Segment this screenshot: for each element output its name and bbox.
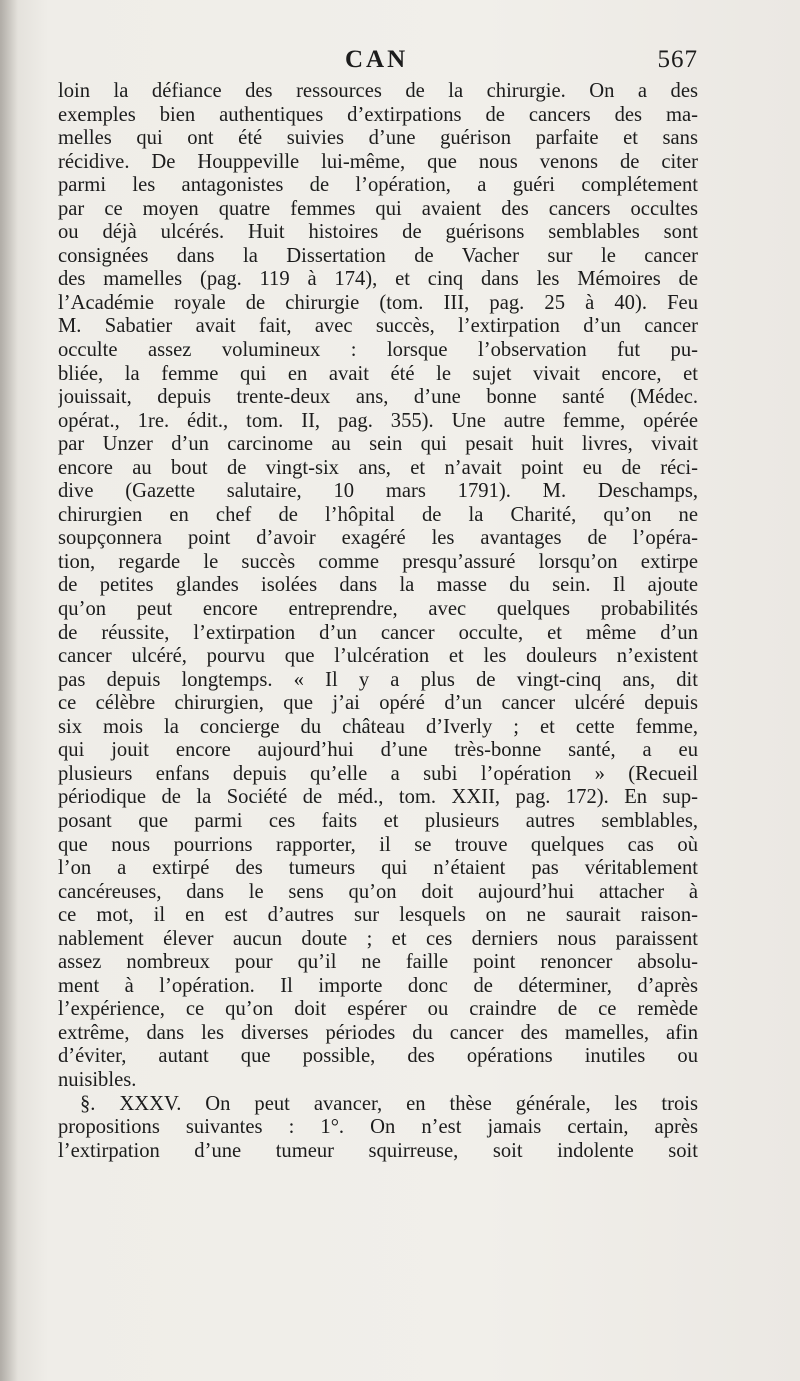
text-line: ce mot, il en est d’autres sur lesquels on ne saurait raison- (58, 904, 698, 927)
text-line: exemples bien authentiques d’extirpations de cancers des ma- (58, 103, 698, 126)
text-line: soupçonnera point d’avoir exagéré les avantages de l’opéra- (58, 527, 698, 550)
text-line: six mois la concierge du château d’Iverly ; et cette femme, (58, 715, 698, 738)
paragraph-end-line: nuisibles. (58, 1068, 137, 1091)
text-line: chirurgien en chef de l’hôpital de la Charité, qu’on ne (58, 503, 698, 526)
text-line: tion, regarde le succès comme presqu’assuré lorsqu’on extirpe (58, 550, 698, 573)
section-start-line: §. XXXV. On peut avancer, en thèse générale, les trois (80, 1092, 698, 1115)
text-line: parmi les antagonistes de l’opération, a guéri complétement (58, 174, 698, 197)
text-line: dive (Gazette salutaire, 10 mars 1791). M. Deschamps, (58, 480, 698, 503)
text-line: consignées dans la Dissertation de Vacher sur le cancer (58, 244, 698, 267)
text-line: cancer ulcéré, pourvu que l’ulcération et les douleurs n’existent (58, 645, 698, 668)
text-line: jouissait, depuis trente-deux ans, d’une bonne santé (Médec. (58, 386, 698, 409)
text-line: ment à l’opération. Il importe donc de déterminer, d’après (58, 974, 698, 997)
text-line: par ce moyen quatre femmes qui avaient des cancers occultes (58, 197, 698, 220)
text-line: M. Sabatier avait fait, avec succès, l’extirpation d’un cancer (58, 315, 698, 338)
binding-shadow (0, 0, 18, 1381)
text-line: cancéreuses, dans le sens qu’on doit aujourd’hui attacher à (58, 880, 698, 903)
text-line: qu’on peut encore entreprendre, avec quelques probabilités (58, 598, 698, 621)
text-line: périodique de la Société de méd., tom. XXII, pag. 172). En sup- (58, 786, 698, 809)
text-line: posant que parmi ces faits et plusieurs autres semblables, (58, 809, 698, 832)
text-line: encore au bout de vingt-six ans, et n’avait point eu de réci- (58, 456, 698, 479)
text-line: par Unzer d’un carcinome au sein qui pesait huit livres, vivait (58, 433, 698, 456)
running-head: CAN (345, 46, 409, 73)
text-line: qui jouit encore aujourd’hui d’une très-bonne santé, a eu (58, 739, 698, 762)
text-line: propositions suivantes : 1°. On n’est jamais certain, après (58, 1116, 698, 1139)
text-line: assez nombreux pour qu’il ne faille point renoncer absolu- (58, 951, 698, 974)
text-line: d’éviter, autant que possible, des opérations inutiles ou (58, 1045, 698, 1068)
text-line: que nous pourrions rapporter, il se trouve quelques cas où (58, 833, 698, 856)
text-line: ce célèbre chirurgien, que j’ai opéré d’un cancer ulcéré depuis (58, 692, 698, 715)
text-line: l’Académie royale de chirurgie (tom. III, pag. 25 à 40). Feu (58, 291, 698, 314)
text-line: bliée, la femme qui en avait été le sujet vivait encore, et (58, 362, 698, 385)
text-line: nablement élever aucun doute ; et ces derniers nous paraissent (58, 927, 698, 950)
text-line: ou déjà ulcérés. Huit histoires de guérisons semblables sont (58, 221, 698, 244)
text-line: plusieurs enfans depuis qu’elle a subi l’opération » (Recueil (58, 762, 698, 785)
text-line: récidive. De Houppeville lui-même, que nous venons de citer (58, 150, 698, 173)
text-line: l’expérience, ce qu’on doit espérer ou craindre de ce remède (58, 998, 698, 1021)
body-text (58, 80, 698, 1163)
text-line: des mamelles (pag. 119 à 174), et cinq dans les Mémoires de (58, 268, 698, 291)
page-header (58, 46, 698, 82)
text-line: opérat., 1re. édit., tom. II, pag. 355). Une autre femme, opérée (58, 409, 698, 432)
page-number: 567 (657, 46, 698, 73)
text-line: l’extirpation d’une tumeur squirreuse, soit indolente soit (58, 1139, 698, 1162)
text-line: l’on a extirpé des tumeurs qui n’étaient pas véritablement (58, 857, 698, 880)
text-line: occulte assez volumineux : lorsque l’observation fut pu- (58, 339, 698, 362)
text-line: pas depuis longtemps. « Il y a plus de vingt-cinq ans, dit (58, 668, 698, 691)
text-line: melles qui ont été suivies d’une guérison parfaite et sans (58, 127, 698, 150)
text-line: loin la défiance des ressources de la chirurgie. On a des (58, 80, 698, 102)
text-line: de réussite, l’extirpation d’un cancer occulte, et même d’un (58, 621, 698, 644)
text-line: extrême, dans les diverses périodes du cancer des mamelles, afin (58, 1021, 698, 1044)
text-line: de petites glandes isolées dans la masse du sein. Il ajoute (58, 574, 698, 597)
